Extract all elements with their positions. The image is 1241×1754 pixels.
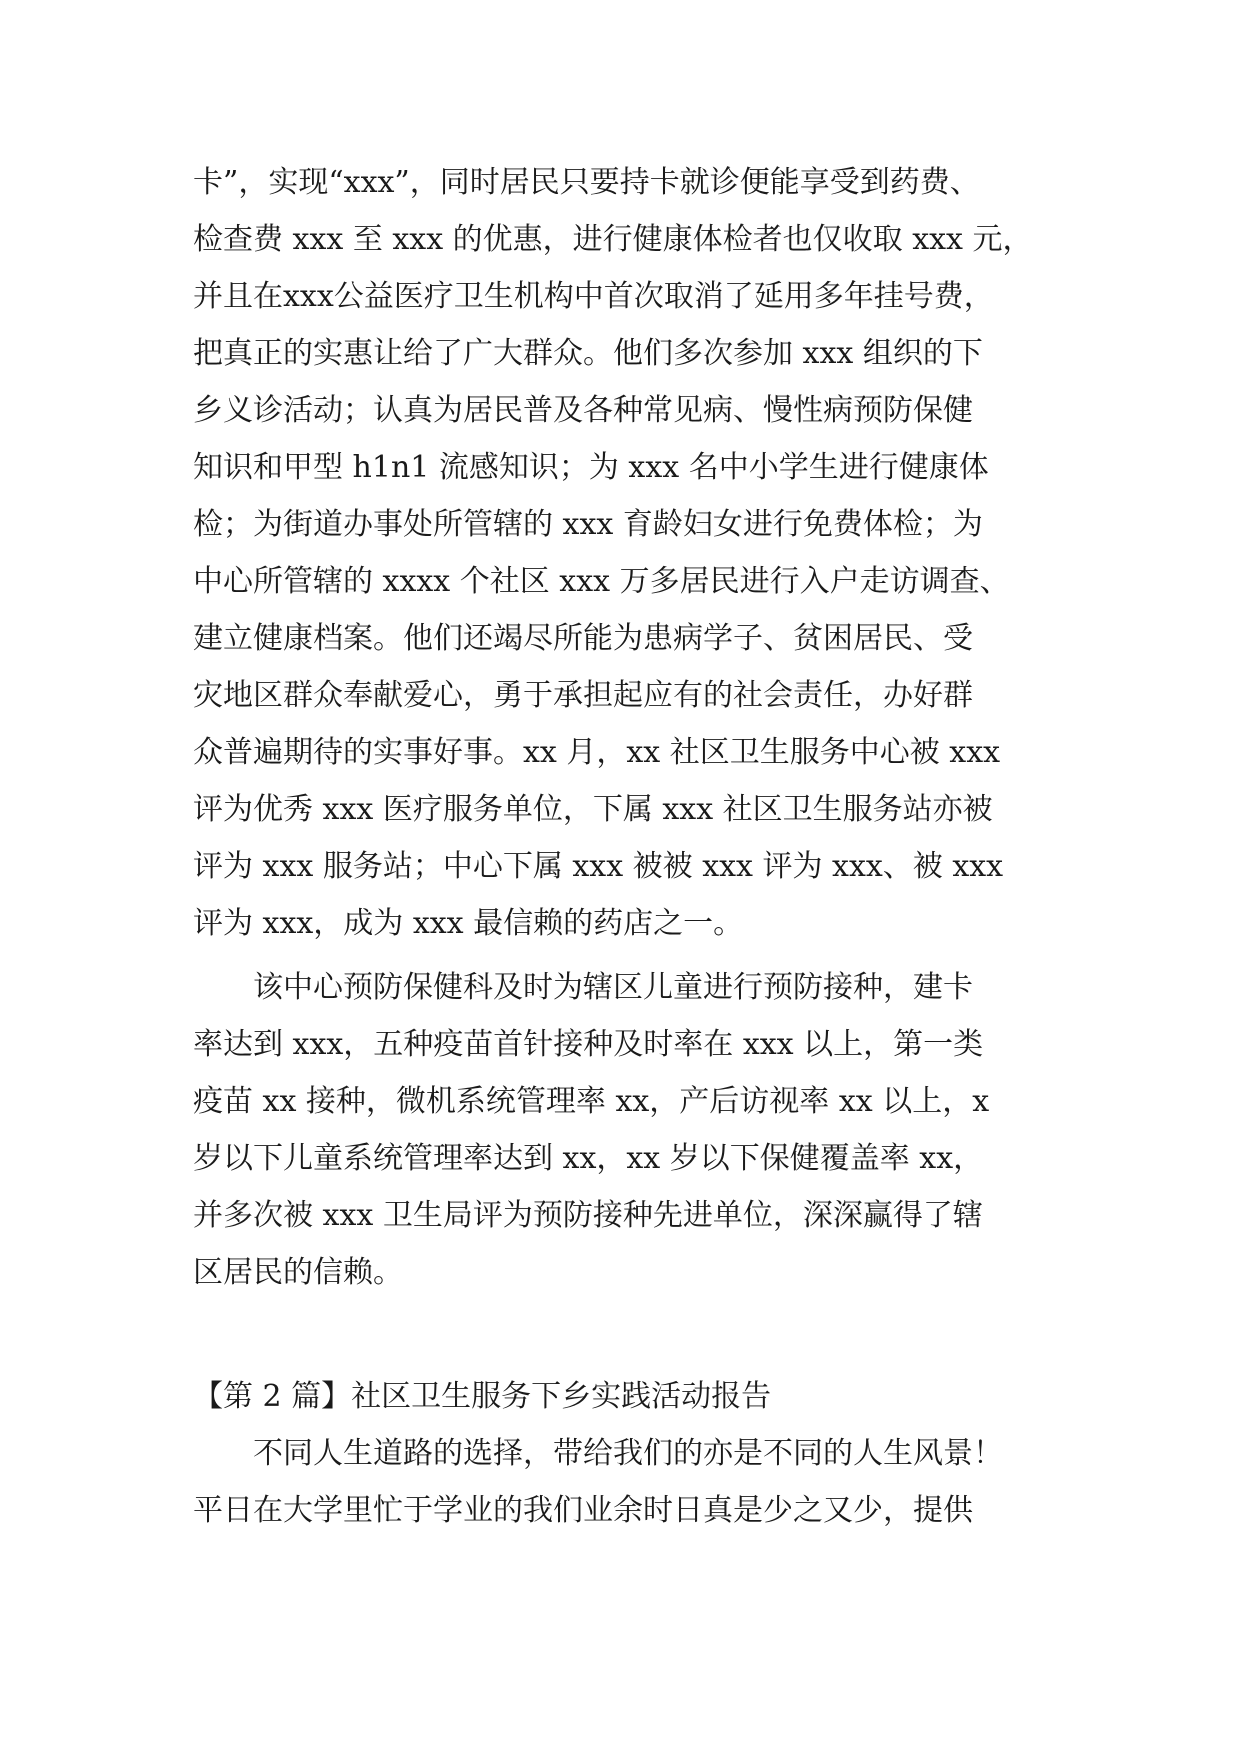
body-text-line: 评为 xxx，成为 xxx 最信赖的药店之一。	[193, 906, 744, 941]
body-text-line: 检查费 xxx 至 xxx 的优惠，进行健康体检者也仅收取 xxx 元，	[193, 222, 1033, 257]
body-text-line: 知识和甲型 h1n1 流感知识；为 xxx 名中小学生进行健康体	[193, 450, 989, 485]
body-text-line: 乡义诊活动；认真为居民普及各种常见病、慢性病预防保健	[193, 393, 973, 428]
body-text-line: 检；为街道办事处所管辖的 xxx 育龄妇女进行免费体检；为	[193, 507, 983, 542]
body-text-line: 评为优秀 xxx 医疗服务单位，下属 xxx 社区卫生服务站亦被	[193, 792, 993, 827]
body-text-line: 岁以下儿童系统管理率达到 xx，xx 岁以下保健覆盖率 xx，	[193, 1141, 984, 1176]
section-heading: 【第 2 篇】社区卫生服务下乡实践活动报告	[193, 1379, 772, 1414]
body-text-line: 卡”，实现“xxx”，同时居民只要持卡就诊便能享受到药费、	[193, 165, 980, 200]
body-text-line: 并且在xxx公益医疗卫生机构中首次取消了延用多年挂号费，	[193, 279, 994, 314]
body-text-line: 建立健康档案。他们还竭尽所能为患病学子、贫困居民、受	[193, 621, 973, 656]
body-text-line: 不同人生道路的选择，带给我们的亦是不同的人生风景！	[253, 1436, 1003, 1471]
body-text-line: 中心所管辖的 xxxx 个社区 xxx 万多居民进行入户走访调查、	[193, 564, 1010, 599]
body-text-line: 众普遍期待的实事好事。xx 月，xx 社区卫生服务中心被 xxx	[193, 735, 1001, 770]
body-text-line: 区居民的信赖。	[193, 1255, 403, 1290]
body-text-line: 率达到 xxx，五种疫苗首针接种及时率在 xxx 以上，第一类	[193, 1027, 984, 1062]
body-text-line: 评为 xxx 服务站；中心下属 xxx 被被 xxx 评为 xxx、被 xxx	[193, 849, 1004, 884]
body-text-line: 灾地区群众奉献爱心，勇于承担起应有的社会责任，办好群	[193, 678, 973, 713]
body-text-line: 疫苗 xx 接种，微机系统管理率 xx，产后访视率 xx 以上，x	[193, 1084, 990, 1119]
body-text-line: 把真正的实惠让给了广大群众。他们多次参加 xxx 组织的下	[193, 336, 983, 371]
body-text-line: 并多次被 xxx 卫生局评为预防接种先进单位，深深赢得了辖	[193, 1198, 983, 1233]
body-text-line: 该中心预防保健科及时为辖区儿童进行预防接种，建卡	[253, 970, 973, 1005]
body-text-line: 平日在大学里忙于学业的我们业余时日真是少之又少，提供	[193, 1493, 973, 1528]
